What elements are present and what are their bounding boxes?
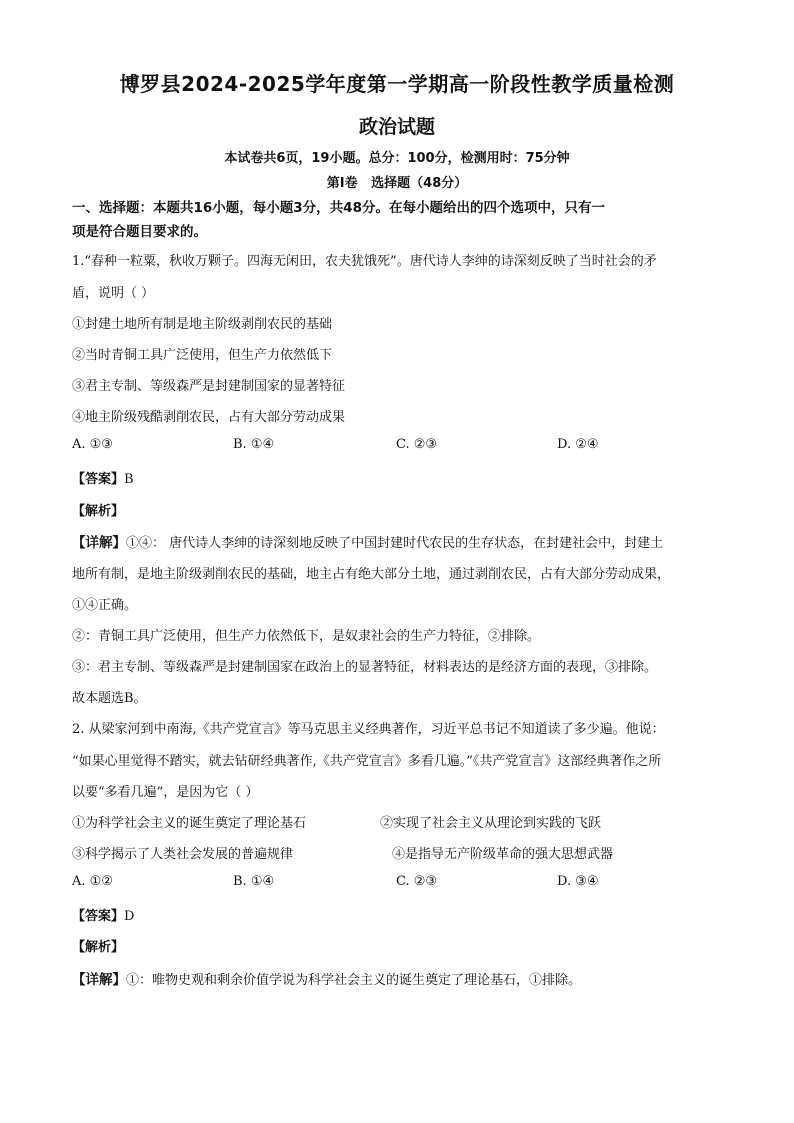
q1-option-c: C. ②③ — [396, 437, 438, 452]
exam-title: 博罗县2024-2025学年度第一学期高一阶段性教学质量检测 — [119, 72, 675, 96]
q1-stem-line-2: 盾，说明（ ） — [72, 286, 155, 301]
section-heading: 第Ⅰ卷 选择题（48分） — [326, 176, 468, 191]
q1-answer — [72, 468, 134, 487]
q2-stem-line-3: 以要“多看几遍”，是因为它（ ） — [72, 785, 259, 800]
q1-detail-line-2: 地所有制，是地主阶级剥削农民的基础，地主占有绝大部分土地，通过剥削农民，占有大部分劳动成果， — [72, 567, 671, 582]
q2-statement-2: ②实现了社会主义从理论到实践的飞跃 — [380, 816, 602, 831]
q1-option-b: B. ①④ — [233, 437, 275, 452]
q2-stem-line-1: 2. 从梁家河到中南海,《共产党宣言》等马克思主义经典著作，习近平总书记不知道读了多少遍。他说： — [72, 722, 665, 737]
q2-stem-line-2: “如果心里觉得不踏实，就去钻研经典著作,《共产党宣言》多看几遍。”《共产党宣言》这部经典著作之所 — [72, 754, 662, 769]
q1-detail-line-4: ②：青铜工具广泛使用，但生产力依然低下，是奴隶社会的生产力特征，②排除。 — [72, 629, 541, 644]
instructions-line-1: 一、选择题：本题共16小题，每小题3分，共48分。在每小题给出的四个选项中，只有一 — [72, 200, 605, 216]
q1-option-a: A. ①③ — [72, 437, 113, 452]
answer-value: D — [124, 909, 135, 924]
answer-value: B — [124, 472, 134, 487]
answer-label: 【答案】 — [72, 472, 125, 487]
q2-analysis — [72, 936, 124, 955]
q1-analysis — [72, 500, 124, 519]
detail-label: 【详解】 — [72, 535, 126, 551]
detail-label: 【详解】 — [72, 972, 126, 988]
q1-statement-4: ④地主阶级残酷剥削农民，占有大部分劳动成果 — [72, 410, 346, 425]
q2-statement-3: ③科学揭示了人类社会发展的普遍规律 — [72, 847, 294, 862]
q1-detail-line-6: 故本题选B。 — [72, 691, 147, 706]
q2-answer — [72, 905, 134, 924]
q1-detail-line-3: ①④正确。 — [72, 598, 138, 613]
q1-stem-line-1: 1.“春种一粒粟，秋收万颗子。四海无闲田，农夫犹饿死”。唐代诗人李绅的诗深刻反映了当时社会的矛 — [72, 254, 657, 269]
q1-statement-3: ③君主专制、等级森严是封建制国家的显著特征 — [72, 379, 346, 394]
exam-info: 本试卷共6页，19小题。总分：100分，检测用时：75分钟 — [224, 151, 570, 166]
q2-statement-4: ④是指导无产阶级革命的强大思想武器 — [392, 847, 614, 862]
q1-detail-line-5: ③：君主专制、等级森严是封建制国家在政治上的显著特征，材料表达的是经济方面的表现，③排除。 — [72, 660, 658, 675]
q2-statement-1: ①为科学社会主义的诞生奠定了理论基石 — [72, 816, 307, 831]
analysis-label: 【解析】 — [72, 504, 125, 519]
q2-option-a: A. ①② — [72, 874, 113, 889]
analysis-label: 【解析】 — [72, 940, 125, 955]
answer-label: 【答案】 — [72, 909, 125, 924]
q2-detail-line-1: 【详解】①：唯物史观和剩余价值学说为科学社会主义的诞生奠定了理论基石，①排除。 — [72, 972, 582, 988]
q1-detail-line-1: 【详解】①④： 唐代诗人李绅的诗深刻地反映了中国封建时代农民的生存状态，在封建社会中，封建土 — [72, 535, 664, 551]
q2-option-b: B. ①④ — [233, 874, 275, 889]
q2-option-c: C. ②③ — [396, 874, 438, 889]
exam-subject: 政治试题 — [358, 116, 435, 138]
q1-statement-1: ①封建土地所有制是地主阶级剥削农民的基础 — [72, 317, 333, 332]
q1-option-d: D. ②④ — [557, 437, 599, 452]
instructions-line-2: 项是符合题目要求的。 — [72, 224, 207, 240]
q2-option-d: D. ③④ — [557, 874, 599, 889]
q1-statement-2: ②当时青铜工具广泛使用，但生产力依然低下 — [72, 348, 333, 363]
